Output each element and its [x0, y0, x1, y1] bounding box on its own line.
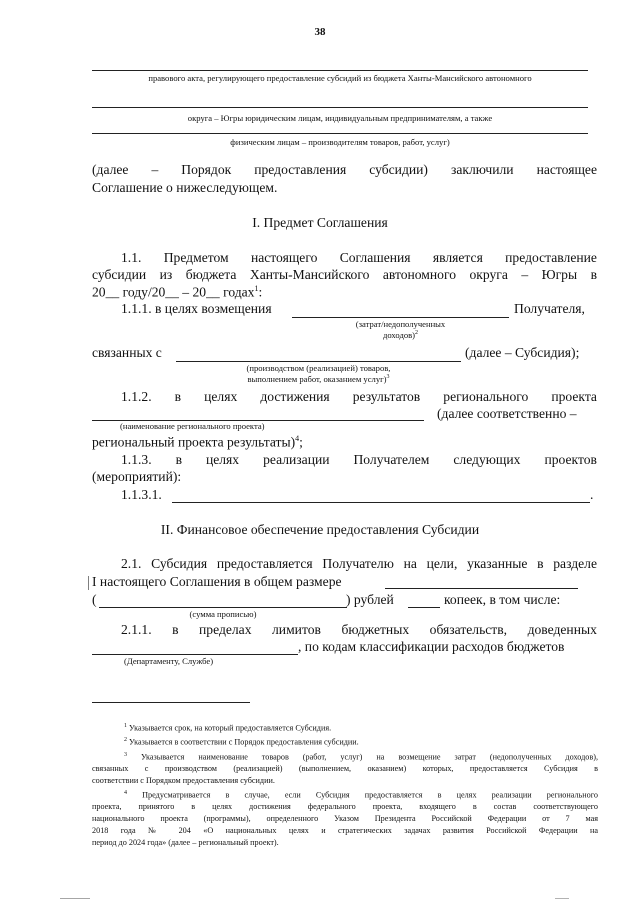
p11-line-3: 20__ году/20__ – 20__ годах$^1$:	[92, 284, 263, 300]
p11-line-1: 1.1. Предметом настоящего Соглашения является предоставление	[121, 250, 597, 265]
p21-kopecks-blank	[408, 607, 440, 608]
p111b-start: связанных с	[92, 345, 162, 360]
scan-artifact-bottom-left	[60, 898, 90, 899]
footnote-2: $^2$ Указывается в соответствии с Порядок предоставления субсидии.	[124, 737, 359, 747]
footnote-3-line-1: $^3$ Указывается наименование товаров (работ, услуг) на возмещение затрат (недополученных доходов),	[124, 752, 598, 762]
p211-blank	[92, 654, 298, 655]
p21-line-1: 2.1. Субсидия предоставляется Получателю на цели, указанные в разделе	[121, 556, 597, 571]
p113-line-2: (мероприятий):	[92, 469, 182, 484]
p21-open-paren: (	[92, 592, 97, 607]
section-2-heading: II. Финансовое обеспечение предоставления Субсидии	[160, 522, 480, 537]
p111-end: Получателя,	[514, 301, 585, 316]
footnote-separator	[92, 702, 250, 703]
header-rule-3	[92, 133, 588, 134]
footnote-3-line-2: связанных с производством (реализацией) (выполнением, оказанием) которых, предоставляется Субсидия в	[92, 764, 598, 773]
p112-note: (наименование регионального проекта)	[120, 421, 265, 431]
footnote-4-line-4: 2018 года № 204 «О национальных целях и стратегических задачах развития Российской Федерации на	[92, 826, 598, 835]
footnote-4-line-1: $^4$ Предусматривается в случае, если Субсидия предоставляется в целях реализации регионального	[124, 790, 598, 800]
p21-note: (сумма прописью)	[189, 609, 257, 619]
p21-amount-blank	[385, 588, 578, 589]
p113-line-1: 1.1.3. в целях реализации Получателем следующих проектов	[121, 452, 597, 467]
intro-line-1: (далее – Порядок предоставления субсидии) заключили настоящее	[92, 162, 597, 177]
footnote-4-line-5: период до 2024 года» (далее – региональный проект).	[92, 838, 279, 847]
footnote-3-line-3: соответствии с Порядком предоставления субсидии.	[92, 776, 275, 785]
p111-blank	[292, 317, 509, 318]
intro-line-2: Соглашение о нижеследующем.	[92, 180, 278, 195]
p211-end: , по кодам классификации расходов бюджетов	[298, 639, 565, 654]
header-line-3: физическим лицам – производителям товаров, работ, услуг)	[230, 137, 450, 147]
p21-words-blank	[99, 607, 347, 608]
page-number: 38	[314, 26, 326, 38]
p112-line-1: 1.1.2. в целях достижения результатов регионального проекта	[121, 389, 597, 404]
p111b-end: (далее – Субсидия);	[465, 345, 580, 360]
p111-note-2: доходов)$^2$	[382, 330, 419, 340]
p21-line-3-end: копеек, в том числе:	[444, 592, 561, 607]
p211-note: (Департаменту, Службе)	[124, 656, 214, 666]
header-line-1: правового акта, регулирующего предоставление субсидий из бюджета Ханты-Мансийского автономного	[148, 73, 532, 83]
p211-line-1: 2.1.1. в пределах лимитов бюджетных обязательств, доведенных	[121, 622, 597, 637]
p111b-note-1: (производством (реализацией) товаров,	[246, 363, 391, 373]
scan-artifact-mark	[88, 576, 89, 590]
header-line-2: округа – Югры юридическим лицам, индивидуальным предпринимателям, а также	[187, 113, 493, 123]
p111-start: 1.1.1. в целях возмещения	[121, 301, 272, 316]
p112-end: (далее соответственно –	[437, 406, 577, 421]
header-rule-1	[92, 70, 588, 71]
footnote-4-line-2: проекта, принятого в целях достижения федерального проекта, входящего в состав соответствующего	[92, 802, 598, 811]
header-rule-2	[92, 107, 588, 108]
p111b-blank	[176, 361, 461, 362]
p112-line-3: региональный проекта результаты)$^4$;	[92, 434, 303, 450]
footnote-4-line-3: национального проекта (программы), определенного Указом Президента Российской Федерации от 7 мая	[92, 814, 598, 823]
p1131-blank	[172, 502, 590, 503]
p11-line-2: субсидии из бюджета Ханты-Мансийского автономного округа – Югры в	[92, 267, 597, 282]
section-1-heading: I. Предмет Соглашения	[252, 215, 388, 230]
p111-note-1: (затрат/недополученных	[355, 319, 446, 329]
p1131-end: .	[590, 487, 594, 502]
p21-rubles: ) рублей	[346, 592, 394, 607]
footnote-1: $^1$ Указывается срок, на который предоставляется Субсидия.	[124, 723, 332, 733]
p1131-label: 1.1.3.1.	[121, 487, 162, 502]
scan-artifact-bottom-right	[555, 898, 569, 899]
p21-line-2: I настоящего Соглашения в общем размере	[92, 574, 342, 589]
p111b-note-2: выполнением работ, оказанием услуг)$^3$	[247, 374, 390, 384]
